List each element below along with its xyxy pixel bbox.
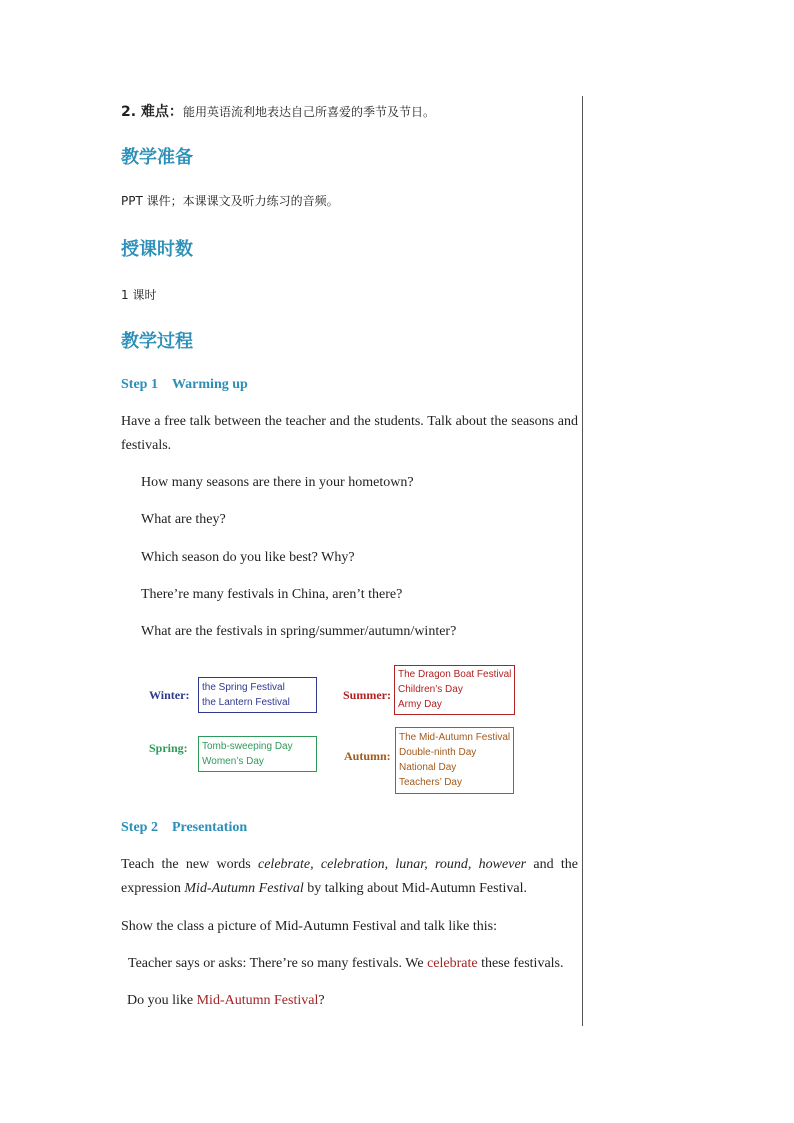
preparation-heading: 教学准备 xyxy=(121,147,193,168)
festival-item: The Mid-Autumn Festival xyxy=(399,732,511,743)
hours-heading: 授课时数 xyxy=(121,239,193,260)
step2-label: Step 2 xyxy=(121,820,158,835)
festival-item: Women’s Day xyxy=(202,756,264,767)
step2-title: Presentation xyxy=(171,820,248,835)
festival-item: Double-ninth Day xyxy=(399,747,477,758)
winter-festival-box xyxy=(198,677,317,713)
question-item: How many seasons are there in your hometown? xyxy=(141,475,414,490)
ask-line xyxy=(127,993,325,1009)
preparation-text: PPT 课件；本课课文及听力练习的音频。 xyxy=(121,194,339,208)
festival-item: National Day xyxy=(399,762,457,773)
ask-suffix: ? xyxy=(318,993,325,1008)
spring-festival-box xyxy=(198,736,317,772)
autumn-festival-box xyxy=(395,727,514,794)
teach-suffix: by talking about Mid-Autumn Festival. xyxy=(303,881,527,896)
festival-item: Teachers’ Day xyxy=(399,777,462,788)
festival-item: Tomb-sweeping Day xyxy=(202,741,293,752)
festival-item: Children’s Day xyxy=(398,684,463,695)
difficulty-label: 2. 难点： xyxy=(121,104,183,120)
difficulty-text: 能用英语流利地表达自己所喜爱的季节及节日。 xyxy=(182,105,435,119)
spring-label: Spring: xyxy=(149,741,188,755)
step1-intro: Have a free talk between the teacher and the students. Talk about the seasons and festivals. xyxy=(121,414,578,453)
teacher-suffix: these festivals. xyxy=(477,956,564,971)
festival-item: the Spring Festival xyxy=(202,682,285,693)
teach-prefix: Teach the new words xyxy=(121,857,258,872)
festival-item: The Dragon Boat Festival xyxy=(398,669,512,680)
step2-heading xyxy=(121,820,247,836)
teacher-highlight: celebrate xyxy=(427,956,478,971)
question-item: What are they? xyxy=(141,512,226,527)
new-words: celebrate, celebration, lunar, round, however xyxy=(258,857,527,872)
hours-text: 1 课时 xyxy=(121,288,157,302)
teacher-prefix: Teacher says or asks: There’re so many festivals. We xyxy=(128,956,428,971)
step1-title: Warming up xyxy=(171,377,248,392)
question-item: There’re many festivals in China, aren’t there? xyxy=(141,587,403,602)
question-item: Which season do you like best? Why? xyxy=(141,550,355,565)
summer-label: Summer: xyxy=(343,688,391,702)
teacher-line xyxy=(128,956,564,972)
festival-item: the Lantern Festival xyxy=(202,697,290,708)
ask-highlight: Mid-Autumn Festival xyxy=(196,993,319,1008)
festival-item: Army Day xyxy=(398,699,442,710)
step1-heading xyxy=(121,377,248,393)
expression: Mid-Autumn Festival xyxy=(184,881,304,896)
show-line: Show the class a picture of Mid-Autumn Festival and talk like this: xyxy=(121,919,497,934)
process-heading: 教学过程 xyxy=(121,331,193,352)
question-item: What are the festivals in spring/summer/autumn/winter? xyxy=(141,624,457,639)
difficulty-line xyxy=(121,101,435,121)
ask-prefix: Do you like xyxy=(127,993,197,1008)
autumn-label: Autumn: xyxy=(344,749,391,763)
step1-label: Step 1 xyxy=(121,377,158,392)
winter-label: Winter: xyxy=(149,688,190,702)
step2-teach-paragraph xyxy=(121,853,578,901)
margin-rule xyxy=(582,96,583,1026)
teach-mid: and the expression xyxy=(121,857,578,896)
summer-festival-box xyxy=(394,665,515,715)
